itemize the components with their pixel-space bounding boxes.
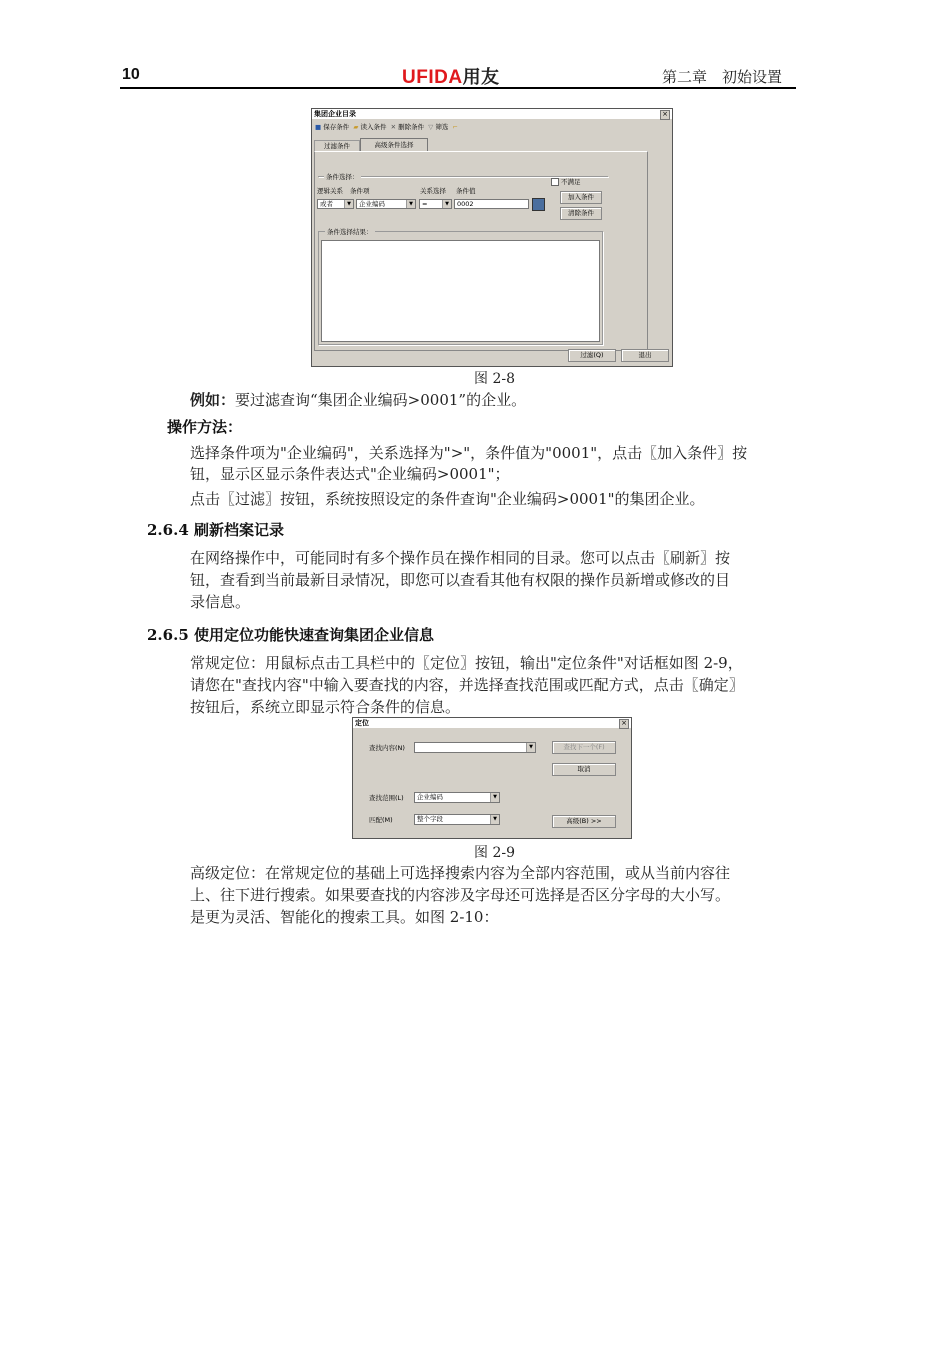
example-paragraph (190, 390, 526, 411)
open-folder-icon: ▰ (353, 123, 359, 131)
close-icon[interactable]: × (619, 719, 629, 729)
close-icon[interactable]: × (660, 110, 670, 120)
not-satisfied-checkbox[interactable] (551, 178, 559, 186)
toolbar (315, 122, 458, 132)
page-number: 10 (122, 66, 140, 83)
relation-select-value: = (422, 200, 428, 208)
section-2-6-4-heading: 2.6.4 刷新档案记录 (147, 521, 284, 539)
save-icon: ■ (315, 123, 322, 131)
method-heading: 操作方法： (167, 418, 243, 436)
sec264-line2: 钮，查看到当前最新目录情况，即您可以查看其他有权限的操作员新增或修改的目 (190, 571, 731, 589)
sec264-line1: 在网络操作中，可能同时有多个操作员在操作相同的目录。您可以点击〖刷新〗按 (190, 549, 731, 567)
dialog-title: 集团企业目录 (312, 109, 672, 119)
col-value-label: 条件值 (456, 187, 476, 195)
toolbar-filter[interactable]: 筛选 (435, 123, 449, 131)
chevron-down-icon: ▼ (490, 793, 499, 802)
advanced-line3: 是更为灵活、智能化的搜索工具。如图 2-10： (190, 908, 499, 926)
method-p1-line2: 钮，显示区显示条件表达式"企业编码>0001"； (190, 465, 510, 483)
find-label: 查找内容(N) (369, 744, 405, 752)
sec264-line3: 录信息。 (190, 593, 251, 611)
exit-icon: ⌐ (452, 123, 458, 131)
brand-en: UFIDA (402, 67, 463, 88)
filter-button[interactable]: 过滤(Q) (568, 349, 616, 362)
add-condition-button[interactable]: 加入条件 (560, 191, 602, 204)
match-select-value: 整个字段 (417, 815, 443, 823)
range-select[interactable] (414, 792, 500, 803)
method-p2: 点击〖过滤〗按钮，系统按照设定的条件查询"企业编码>0001"的集团企业。 (190, 490, 705, 508)
method-p1-line1: 选择条件项为"企业编码"，关系选择为">"，条件值为"0001"，点击〖加入条件〗按 (190, 444, 748, 462)
condition-group-title: 条件选择： (326, 173, 359, 181)
figure-2-9-caption: 图 2-9 (474, 845, 515, 861)
logic-select-value: 或者 (320, 200, 333, 208)
find-next-button[interactable]: 查找下一个(F) (552, 741, 616, 754)
item-select-value: 企业编码 (359, 200, 385, 208)
figure-2-9-dialog (352, 717, 632, 839)
exit-button[interactable]: 退出 (621, 349, 669, 362)
range-label: 查找范围(L) (369, 794, 404, 802)
cancel-button[interactable]: 取消 (552, 763, 616, 776)
not-satisfied-label: 不满足 (561, 178, 581, 186)
range-select-value: 企业编码 (417, 793, 443, 801)
match-label: 匹配(M) (369, 816, 393, 824)
chevron-down-icon: ▼ (406, 200, 415, 208)
chevron-down-icon: ▼ (490, 815, 499, 824)
item-select[interactable] (356, 199, 416, 209)
result-group-title: 条件选择结果： (327, 228, 373, 236)
filter-icon: ▽ (428, 123, 434, 131)
chevron-down-icon: ▼ (344, 200, 353, 208)
toolbar-delete[interactable]: 删除条件 (398, 123, 425, 131)
example-text: 要过滤查询“集团企业编码>0001”的企业。 (235, 391, 527, 409)
col-relation-label: 关系选择 (420, 187, 446, 195)
section-2-6-5-heading: 2.6.5 使用定位功能快速查询集团企业信息 (147, 626, 434, 644)
clear-condition-button[interactable]: 清除条件 (560, 207, 602, 220)
sec265-line1: 常规定位：用鼠标点击工具栏中的〖定位〗按钮，输出"定位条件"对话框如图 2-9， (190, 654, 743, 672)
advanced-line1: 高级定位：在常规定位的基础上可选择搜索内容为全部内容范围，或从当前内容往 (190, 864, 731, 882)
lookup-icon[interactable] (532, 198, 545, 211)
sec265-line3: 按钮后，系统立即显示符合条件的信息。 (190, 698, 461, 716)
condition-value-input[interactable]: 0002 (454, 199, 529, 209)
chevron-down-icon: ▼ (442, 200, 451, 208)
example-label: 例如： (190, 391, 236, 409)
col-item-label: 条件项 (350, 187, 370, 195)
figure-2-8-dialog (311, 108, 673, 367)
find-input[interactable] (414, 742, 536, 753)
logic-select[interactable] (317, 199, 354, 209)
locate-dialog-title: 定位 (353, 718, 631, 728)
toolbar-load[interactable]: 读入条件 (360, 123, 387, 131)
result-group (318, 228, 603, 345)
toolbar-save[interactable]: 保存条件 (323, 123, 350, 131)
brand-cn: 用友 (462, 67, 500, 88)
chevron-down-icon: ▼ (526, 743, 535, 752)
col-logic-label: 逻辑关系 (317, 187, 343, 195)
header-rule (120, 87, 796, 89)
relation-select[interactable] (419, 199, 452, 209)
brand-logo (402, 63, 500, 89)
delete-icon: ✕ (390, 123, 397, 131)
match-select[interactable] (414, 814, 500, 825)
chapter-title: 第二章 初始设置 (662, 68, 783, 86)
figure-2-8-caption: 图 2-8 (474, 371, 515, 387)
sec265-line2: 请您在"查找内容"中输入要查找的内容，并选择查找范围或匹配方式，点击〖确定〗 (190, 676, 744, 694)
result-list[interactable] (321, 240, 600, 342)
tab-advanced-conditions[interactable]: 高级条件选择 (360, 138, 428, 152)
advanced-line2: 上、往下进行搜索。如果要查找的内容涉及字母还可选择是否区分字母的大小写。 (190, 886, 731, 904)
advanced-button[interactable]: 高级(B) >> (552, 815, 616, 828)
tab-filter-conditions[interactable]: 过滤条件 (314, 140, 360, 152)
